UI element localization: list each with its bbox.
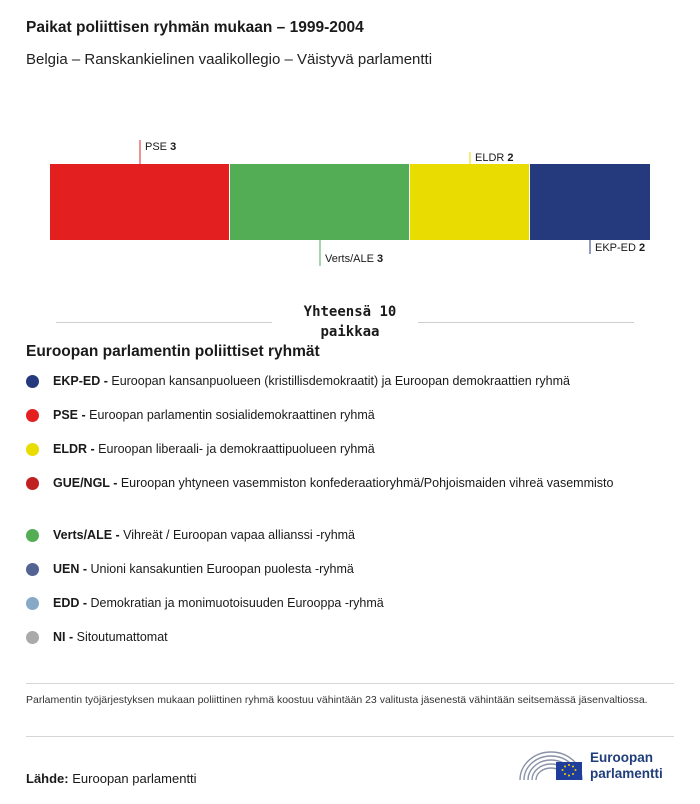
source-line	[26, 771, 197, 786]
legend-abbr: NI -	[53, 630, 74, 644]
legend-dot	[26, 409, 39, 422]
legend-abbr: UEN -	[53, 562, 88, 576]
legend-dot	[26, 477, 39, 490]
legend-desc: Sitoutumattomat	[76, 630, 168, 644]
total-seats-label: Yhteensä 10 paikkaa	[303, 304, 397, 340]
european-parliament-logo	[518, 744, 678, 786]
legend-title: Euroopan parlamentin poliittiset ryhmät	[26, 343, 320, 360]
legend-dot	[26, 597, 39, 610]
legend-desc: Vihreät / Euroopan vapaa allianssi -ryhmä	[123, 528, 356, 542]
bar-segment-eldr	[410, 164, 529, 240]
legend-abbr: PSE -	[53, 408, 86, 422]
bar-segment-ekp-ed	[530, 164, 650, 240]
legend-item-verts-ale	[26, 526, 646, 544]
legend-dot	[26, 529, 39, 542]
legend-desc: Unioni kansakuntien Euroopan puolesta -ryhmä	[90, 562, 354, 576]
legend-desc: Demokratian ja monimuotoisuuden Eurooppa -ryhmä	[90, 596, 384, 610]
hemicycle-icon	[518, 744, 584, 786]
legend-item-ekp-ed	[26, 372, 646, 390]
legend-dot	[26, 375, 39, 388]
legend-abbr: GUE/NGL -	[53, 476, 118, 490]
legend-item-uen	[26, 560, 646, 578]
bar-label-ekp-ed: EKP-ED 2	[595, 242, 646, 254]
total-divider-left	[56, 322, 272, 323]
logo-text-line1: Euroopan	[590, 750, 653, 765]
footnote-divider-top	[26, 683, 674, 684]
total-divider-right	[418, 322, 634, 323]
legend-item-edd	[26, 594, 646, 612]
legend-desc: Euroopan parlamentin sosialidemokraattinen ryhmä	[89, 408, 375, 422]
legend-desc: Euroopan yhtyneen vasemmiston konfederaatioryhmä/Pohjoismaiden vihreä vasemmisto	[120, 476, 614, 490]
legend-dot	[26, 563, 39, 576]
bar-label-eldr: ELDR 2	[475, 152, 514, 164]
legend-desc: Euroopan kansanpuolueen (kristillisdemokraatit) ja Euroopan demokraattien ryhmä	[111, 374, 570, 388]
source-label: Lähde:	[26, 771, 69, 786]
legend-abbr: EDD -	[53, 596, 88, 610]
legend-dot	[26, 631, 39, 644]
legend-dot	[26, 443, 39, 456]
legend-item-ni	[26, 628, 646, 646]
seat-bar-chart	[0, 130, 700, 280]
bar-segment-pse	[50, 164, 229, 240]
bar-segment-verts-ale	[230, 164, 409, 240]
chart-subtitle: Belgia – Ranskankielinen vaalikollegio – Väistyvä parlamentti	[26, 51, 433, 68]
bar-label-verts-ale: Verts/ALE 3	[325, 253, 384, 265]
source-value: Euroopan parlamentti	[72, 771, 197, 786]
legend-abbr: EKP-ED -	[53, 374, 108, 388]
legend-abbr: ELDR -	[53, 442, 95, 456]
chart-title: Paikat poliittisen ryhmän mukaan – 1999-2004	[26, 19, 364, 36]
logo-text	[590, 750, 663, 782]
legend-item-eldr	[26, 440, 646, 458]
bar-label-pse: PSE 3	[145, 141, 177, 153]
footnote-divider-bottom	[26, 736, 674, 737]
footnote: Parlamentin työjärjestyksen mukaan poliittinen ryhmä koostuu vähintään 23 valitusta jäsenestä vähintään seitsemässä jäsenvaltiossa.	[26, 694, 648, 706]
legend-desc: Euroopan liberaali- ja demokraattipuolueen ryhmä	[98, 442, 375, 456]
legend-item-gue-ngl	[26, 474, 646, 492]
legend-abbr: Verts/ALE -	[53, 528, 120, 542]
logo-text-line2: parlamentti	[590, 766, 663, 781]
legend-item-pse	[26, 406, 646, 424]
